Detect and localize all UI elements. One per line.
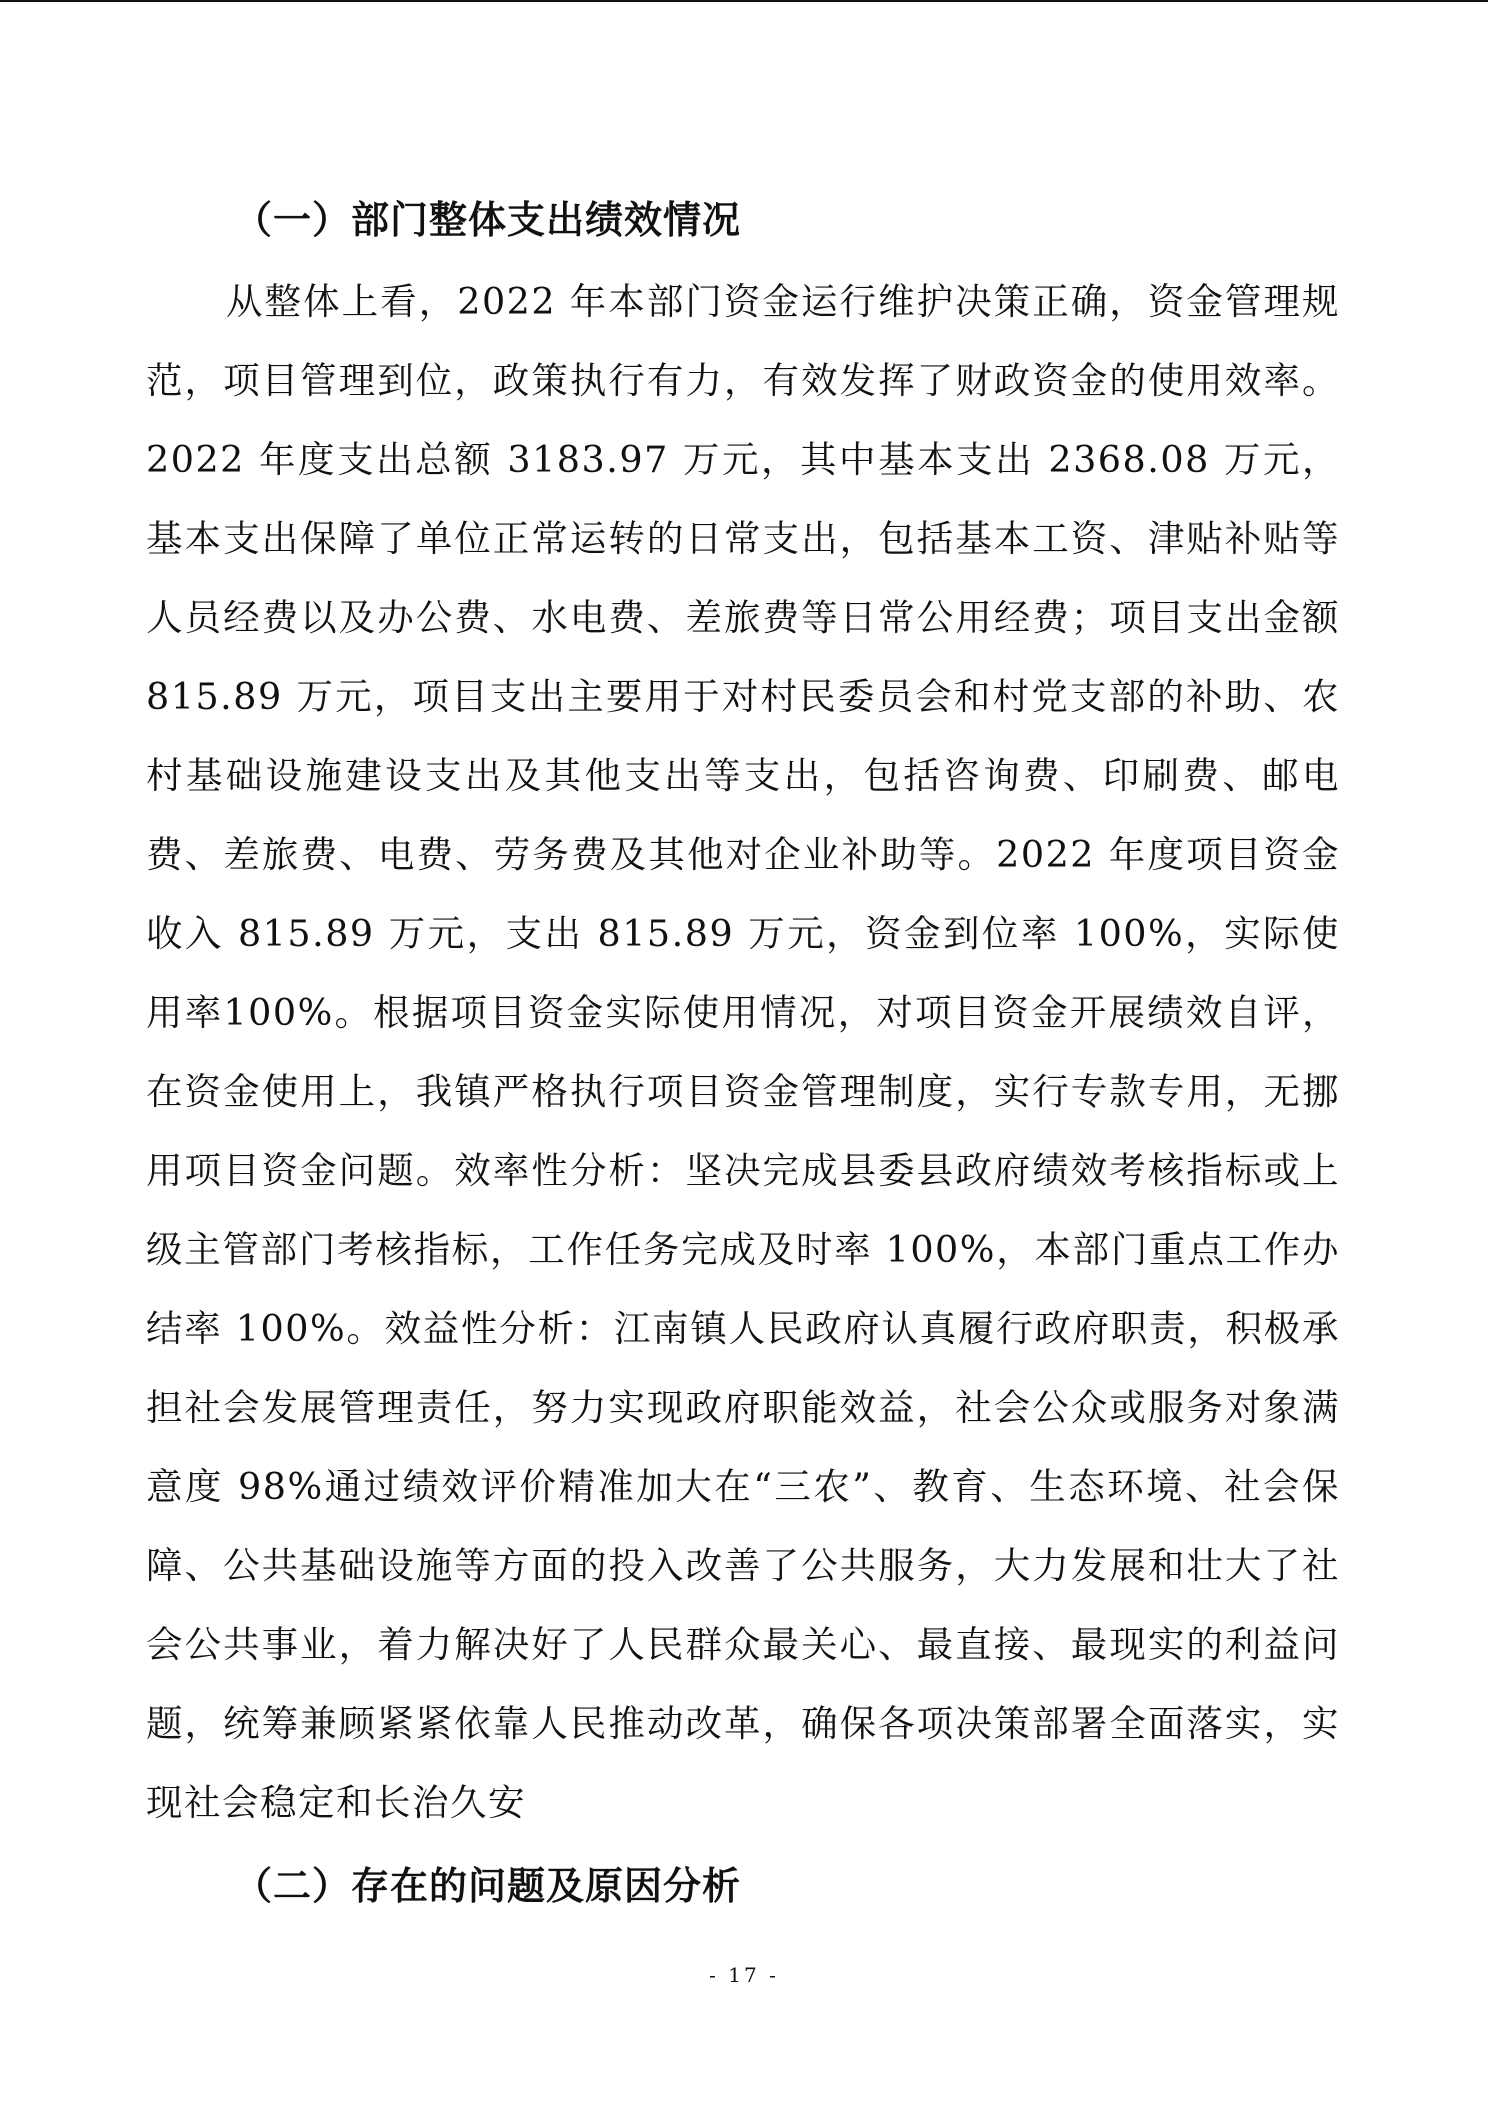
section-one-heading: （一）部门整体支出绩效情况 [234, 197, 742, 242]
section-one-paragraph: 从整体上看，2022 年本部门资金运行维护决策正确，资金管理规范，项目管理到位，政策执行有力，有效发挥了财政资金的使用效率。2022 年度支出总额 3183.97 万元，其中基本支出 2368.08 万元，基本支出保障了单位正常运转的日常支出，包括基本工资、津贴补贴等人员经费以及办公费、水电费、差旅费等日常公用经费；项目支出金额815.89 万元，项目支出主要用于对村民委员会和村党支部的补助、农村基础设施建设支出及其他支出等支出，包括咨询费、印刷费、邮电费、差旅费、电费、劳务费及其他对企业补助等。2022 年度项目资金收入 815.89 万元，支出 815.89 万元，资金到位率 100%，实际使用率100%。根据项目资金实际使用情况，对项目资金开展绩效自评，在资金使用上，我镇严格执行项目资金管理制度，实行专款专用，无挪用项目资金问题。效率性分析：坚决完成县委县政府绩效考核指标或上级主管部门考核指标，工作任务完成及时率 100%，本部门重点工作办结率 100%。效益性分析：江南镇人民政府认真履行政府职责，积极承担社会发展管理责任，努力实现政府职能效益，社会公众或服务对象满意度 98%通过绩效评价精准加大在“三农”、教育、生态环境、社会保障、公共基础设施等方面的投入改善了公共服务，大力发展和壮大了社会公共事业，着力解决好了人民群众最关心、最直接、最现实的利益问题，统筹兼顾紧紧依靠人民推动改革，确保各项决策部署全面落实，实现社会稳定和长治久安 [146, 280, 1340, 1824]
document-page [146, 190, 1340, 1916]
section-two-heading: （二）存在的问题及原因分析 [234, 1863, 742, 1908]
top-border-line [0, 0, 1488, 2]
page-number: - 17 - [709, 1963, 779, 1987]
